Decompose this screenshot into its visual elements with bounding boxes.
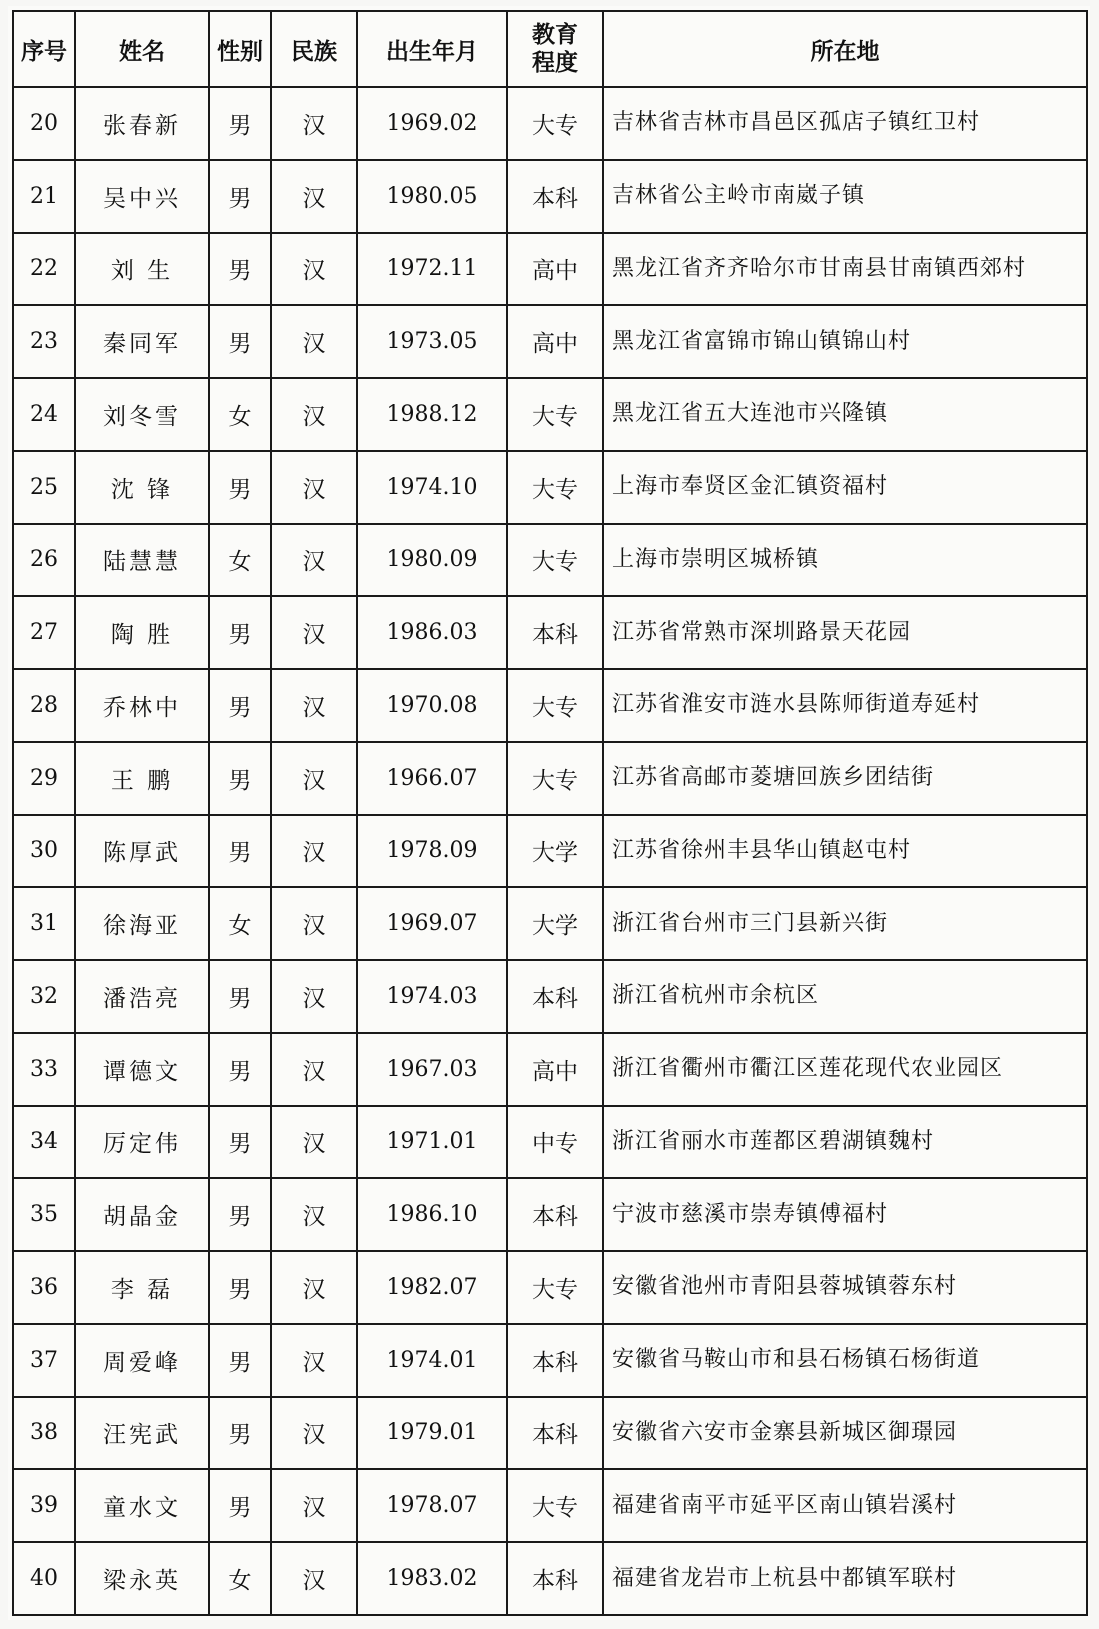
cell-gender: 男 [209,233,271,306]
cell-gender: 男 [209,87,271,160]
cell-ethnicity: 汉 [271,1542,357,1615]
cell-location: 吉林省吉林市昌邑区孤店子镇红卫村 [603,87,1087,160]
table-row [13,1251,1087,1324]
cell-birth: 1986.10 [357,1178,507,1251]
cell-location: 上海市奉贤区金汇镇资福村 [603,451,1087,524]
cell-name: 秦同军 [75,305,209,378]
cell-ethnicity: 汉 [271,1251,357,1324]
cell-name: 李 磊 [75,1251,209,1324]
cell-name: 厉定伟 [75,1106,209,1179]
cell-gender: 女 [209,887,271,960]
cell-ethnicity: 汉 [271,815,357,888]
cell-ethnicity: 汉 [271,1397,357,1470]
cell-name: 汪宪武 [75,1397,209,1470]
header-education-line2: 程度 [532,50,578,76]
cell-gender: 男 [209,1251,271,1324]
cell-gender: 女 [209,524,271,597]
cell-location: 黑龙江省齐齐哈尔市甘南县甘南镇西郊村 [603,233,1087,306]
cell-name: 陈厚武 [75,815,209,888]
cell-index: 36 [13,1251,75,1324]
cell-gender: 男 [209,1033,271,1106]
cell-education: 本科 [507,1542,603,1615]
cell-location: 浙江省衢州市衢江区莲花现代农业园区 [603,1033,1087,1106]
cell-gender: 女 [209,1542,271,1615]
cell-index: 20 [13,87,75,160]
cell-index: 30 [13,815,75,888]
table-row [13,1469,1087,1542]
cell-ethnicity: 汉 [271,451,357,524]
cell-index: 33 [13,1033,75,1106]
cell-location: 江苏省高邮市菱塘回族乡团结街 [603,742,1087,815]
cell-location: 宁波市慈溪市崇寿镇傅福村 [603,1178,1087,1251]
cell-education: 本科 [507,160,603,233]
cell-education: 大专 [507,1469,603,1542]
document-sheet [8,6,1090,1620]
cell-index: 21 [13,160,75,233]
cell-ethnicity: 汉 [271,596,357,669]
cell-education: 大专 [507,742,603,815]
cell-name: 胡晶金 [75,1178,209,1251]
cell-name: 吴中兴 [75,160,209,233]
cell-birth: 1988.12 [357,378,507,451]
cell-education: 大专 [507,524,603,597]
cell-education: 大专 [507,669,603,742]
header-ethnicity: 民族 [271,11,357,87]
cell-location: 浙江省杭州市余杭区 [603,960,1087,1033]
cell-name: 王 鹏 [75,742,209,815]
table-row [13,1033,1087,1106]
header-birth: 出生年月 [357,11,507,87]
cell-birth: 1978.09 [357,815,507,888]
cell-education: 高中 [507,1033,603,1106]
cell-education: 高中 [507,233,603,306]
cell-education: 大学 [507,815,603,888]
cell-birth: 1971.01 [357,1106,507,1179]
table-row [13,1324,1087,1397]
cell-index: 32 [13,960,75,1033]
cell-ethnicity: 汉 [271,960,357,1033]
cell-ethnicity: 汉 [271,1178,357,1251]
cell-gender: 男 [209,451,271,524]
cell-name: 乔林中 [75,669,209,742]
cell-ethnicity: 汉 [271,378,357,451]
table-row [13,233,1087,306]
cell-birth: 1967.03 [357,1033,507,1106]
cell-index: 23 [13,305,75,378]
cell-name: 周爱峰 [75,1324,209,1397]
table-row [13,887,1087,960]
cell-ethnicity: 汉 [271,87,357,160]
cell-education: 大专 [507,1251,603,1324]
cell-education: 大专 [507,451,603,524]
cell-education: 本科 [507,1178,603,1251]
table-body [13,87,1087,1615]
cell-name: 潘浩亮 [75,960,209,1033]
cell-index: 26 [13,524,75,597]
table-row [13,1542,1087,1615]
cell-location: 上海市崇明区城桥镇 [603,524,1087,597]
cell-birth: 1980.09 [357,524,507,597]
cell-ethnicity: 汉 [271,1033,357,1106]
cell-index: 27 [13,596,75,669]
cell-birth: 1986.03 [357,596,507,669]
cell-gender: 女 [209,378,271,451]
header-name: 姓名 [75,11,209,87]
cell-ethnicity: 汉 [271,233,357,306]
table-row [13,451,1087,524]
cell-location: 浙江省丽水市莲都区碧湖镇魏村 [603,1106,1087,1179]
roster-table [12,10,1088,1616]
cell-birth: 1979.01 [357,1397,507,1470]
cell-education: 大专 [507,87,603,160]
cell-birth: 1973.05 [357,305,507,378]
header-education [507,11,603,87]
cell-index: 28 [13,669,75,742]
cell-index: 35 [13,1178,75,1251]
cell-education: 大专 [507,378,603,451]
cell-birth: 1969.07 [357,887,507,960]
table-row [13,960,1087,1033]
table-row [13,596,1087,669]
cell-name: 谭德文 [75,1033,209,1106]
cell-name: 刘冬雪 [75,378,209,451]
cell-name: 沈 锋 [75,451,209,524]
cell-education: 本科 [507,1324,603,1397]
cell-ethnicity: 汉 [271,524,357,597]
table-row [13,815,1087,888]
cell-ethnicity: 汉 [271,160,357,233]
cell-index: 25 [13,451,75,524]
cell-location: 安徽省六安市金寨县新城区御璟园 [603,1397,1087,1470]
cell-birth: 1966.07 [357,742,507,815]
cell-gender: 男 [209,669,271,742]
cell-birth: 1970.08 [357,669,507,742]
cell-index: 29 [13,742,75,815]
cell-ethnicity: 汉 [271,1324,357,1397]
table-row [13,1178,1087,1251]
table-row [13,742,1087,815]
cell-index: 38 [13,1397,75,1470]
cell-name: 陆慧慧 [75,524,209,597]
table-row [13,1397,1087,1470]
cell-index: 22 [13,233,75,306]
table-row [13,305,1087,378]
cell-gender: 男 [209,815,271,888]
cell-gender: 男 [209,596,271,669]
cell-gender: 男 [209,160,271,233]
table-row [13,378,1087,451]
cell-location: 安徽省马鞍山市和县石杨镇石杨街道 [603,1324,1087,1397]
cell-index: 40 [13,1542,75,1615]
cell-birth: 1969.02 [357,87,507,160]
cell-location: 福建省南平市延平区南山镇岩溪村 [603,1469,1087,1542]
cell-gender: 男 [209,1324,271,1397]
cell-birth: 1972.11 [357,233,507,306]
cell-birth: 1982.07 [357,1251,507,1324]
cell-gender: 男 [209,742,271,815]
cell-birth: 1978.07 [357,1469,507,1542]
cell-education: 本科 [507,1397,603,1470]
cell-index: 37 [13,1324,75,1397]
table-row [13,87,1087,160]
cell-ethnicity: 汉 [271,1469,357,1542]
cell-name: 梁永英 [75,1542,209,1615]
cell-birth: 1983.02 [357,1542,507,1615]
cell-gender: 男 [209,960,271,1033]
cell-name: 陶 胜 [75,596,209,669]
cell-location: 浙江省台州市三门县新兴街 [603,887,1087,960]
table-row [13,669,1087,742]
table-row [13,524,1087,597]
cell-index: 31 [13,887,75,960]
cell-education: 大学 [507,887,603,960]
cell-name: 张春新 [75,87,209,160]
cell-gender: 男 [209,305,271,378]
cell-birth: 1974.01 [357,1324,507,1397]
cell-index: 39 [13,1469,75,1542]
cell-birth: 1974.10 [357,451,507,524]
cell-location: 江苏省徐州丰县华山镇赵屯村 [603,815,1087,888]
cell-name: 徐海亚 [75,887,209,960]
table-header [13,11,1087,87]
cell-index: 34 [13,1106,75,1179]
cell-location: 福建省龙岩市上杭县中都镇军联村 [603,1542,1087,1615]
header-gender: 性别 [209,11,271,87]
cell-location: 江苏省常熟市深圳路景天花园 [603,596,1087,669]
cell-education: 高中 [507,305,603,378]
cell-location: 黑龙江省五大连池市兴隆镇 [603,378,1087,451]
header-index: 序号 [13,11,75,87]
cell-education: 本科 [507,960,603,1033]
cell-ethnicity: 汉 [271,669,357,742]
cell-name: 童水文 [75,1469,209,1542]
cell-gender: 男 [209,1106,271,1179]
cell-location: 安徽省池州市青阳县蓉城镇蓉东村 [603,1251,1087,1324]
cell-index: 24 [13,378,75,451]
cell-location: 吉林省公主岭市南崴子镇 [603,160,1087,233]
cell-ethnicity: 汉 [271,887,357,960]
cell-ethnicity: 汉 [271,742,357,815]
header-education-line1: 教育 [532,22,578,48]
header-location: 所在地 [603,11,1087,87]
cell-education: 中专 [507,1106,603,1179]
cell-location: 黑龙江省富锦市锦山镇锦山村 [603,305,1087,378]
cell-education: 本科 [507,596,603,669]
cell-ethnicity: 汉 [271,1106,357,1179]
header-row [13,11,1087,87]
cell-gender: 男 [209,1397,271,1470]
cell-ethnicity: 汉 [271,305,357,378]
cell-name: 刘 生 [75,233,209,306]
table-row [13,1106,1087,1179]
table-row [13,160,1087,233]
cell-birth: 1974.03 [357,960,507,1033]
cell-gender: 男 [209,1178,271,1251]
cell-gender: 男 [209,1469,271,1542]
cell-birth: 1980.05 [357,160,507,233]
cell-location: 江苏省淮安市涟水县陈师街道寿延村 [603,669,1087,742]
